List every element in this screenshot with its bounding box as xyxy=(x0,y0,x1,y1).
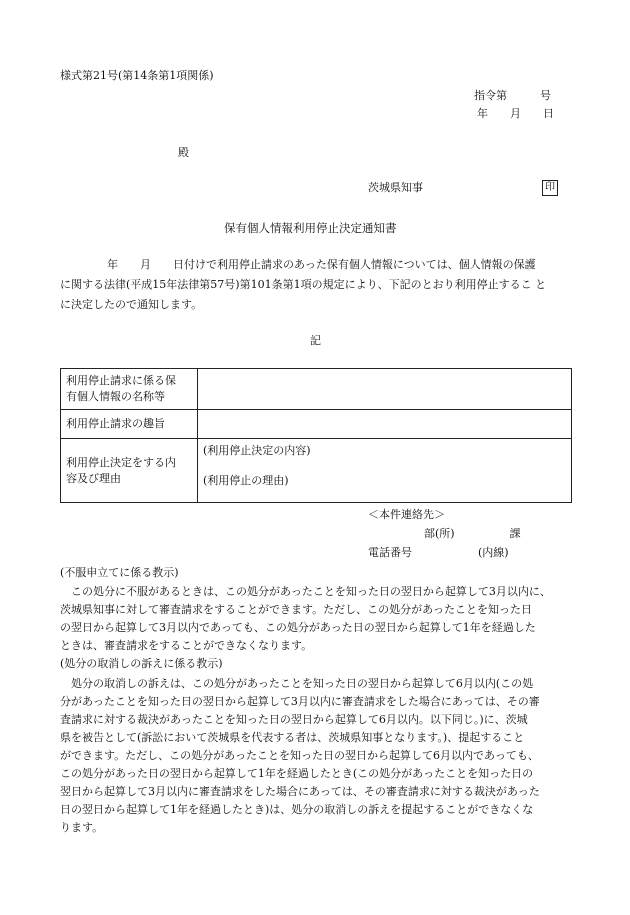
table-label-cell xyxy=(61,439,198,503)
intro-line-1: 年 月 日付けで利用停止請求のあった保有個人情報については、個人情報の保護 xyxy=(107,258,536,271)
intro-line-3: に決定したので通知します。 xyxy=(60,298,203,311)
table-value-cell xyxy=(198,410,572,439)
appeal-line: 茨城県知事に対して審査請求をすることができます。ただし、この処分があったことを知った日 xyxy=(60,603,533,616)
lawsuit-line: 県を被告として(訴訟において茨城県を代表する者は、茨城県知事となります。)、提起すること xyxy=(60,731,525,744)
row3-label-b: 容及び理由 xyxy=(66,471,121,485)
lawsuit-heading: (処分の取消しの訴えに係る教示) xyxy=(60,657,223,670)
ki-heading: 記 xyxy=(310,334,321,347)
row3-content-b: (利用停止の理由) xyxy=(203,474,289,487)
appeal-line: この処分に不服があるときは、この処分があったことを知った日の翌日から起算して3月以内に、 xyxy=(71,585,551,598)
issue-date: 年 月 日 xyxy=(477,107,554,120)
intro-line-2: に関する法律(平成15年法律第57号)第101条第1項の規定により、下記のとおり利用停止するこ と xyxy=(60,278,547,291)
lawsuit-line: 日の翌日から起算して1年を経過したとき)は、処分の取消しの訴えを提起することができなくな xyxy=(60,803,534,816)
appeal-line: ときは、審査請求をすることができなくなります。 xyxy=(60,639,313,652)
table-label-cell xyxy=(61,410,198,439)
issuer-name: 茨城県知事 xyxy=(368,181,423,194)
lawsuit-line: この処分があった日の翌日から起算して1年を経過したとき(この処分があったことを知った日の xyxy=(60,767,534,780)
lawsuit-line: 処分の取消しの訴えは、この処分があったことを知った日の翌日から起算して6月以内(この処 xyxy=(71,677,534,690)
reference-number: 指令第 号 xyxy=(474,89,551,102)
addressee-honorific: 殿 xyxy=(178,146,189,159)
seal-mark: 印 xyxy=(542,180,558,196)
form-number: 様式第21号(第14条第1項関係) xyxy=(60,69,214,82)
row1-label-b: 有個人情報の名称等 xyxy=(66,390,165,403)
document-title: 保有個人情報利用停止決定通知書 xyxy=(224,221,397,235)
row3-label-a: 利用停止決定をする内 xyxy=(66,455,176,469)
lawsuit-line: 翌日から起算して3月以内に審査請求をした場合にあっては、その審査請求に対する裁決があった xyxy=(60,785,540,798)
table-row xyxy=(61,410,572,439)
lawsuit-paragraph xyxy=(60,675,580,837)
table-row xyxy=(61,439,572,503)
contact-phone: 電話番号 (内線) xyxy=(368,546,509,559)
lawsuit-line: ります。 xyxy=(60,821,104,834)
appeal-heading: (不服申立てに係る教示) xyxy=(60,566,179,579)
table-row xyxy=(61,369,572,410)
lawsuit-line: 分があったことを知った日の翌日から起算して3月以内に審査請求をした場合にあっては、その審 xyxy=(60,695,540,708)
contact-heading: ＜本件連絡先＞ xyxy=(368,508,445,521)
row1-label-a: 利用停止請求に係る保 xyxy=(66,374,176,387)
lawsuit-line: ができます。ただし、この処分があったことを知った日の翌日から起算して6月以内であっても、 xyxy=(60,749,539,762)
request-table xyxy=(60,368,572,503)
table-label-cell xyxy=(61,369,198,410)
appeal-line: の翌日から起算して3月以内であっても、この処分があった日の翌日から起算して1年を経過した xyxy=(60,621,536,634)
row2-label: 利用停止請求の趣旨 xyxy=(66,417,165,430)
lawsuit-line: 査請求に対する裁決があったことを知った日の翌日から起算して6月以内。以下同じ。)に、茨城 xyxy=(60,713,528,726)
row3-content-a: (利用停止決定の内容) xyxy=(203,444,311,457)
contact-department: 部(所) 課 xyxy=(424,527,521,540)
table-value-cell xyxy=(198,369,572,410)
table-value-cell xyxy=(198,439,572,503)
appeal-paragraph xyxy=(60,583,580,655)
